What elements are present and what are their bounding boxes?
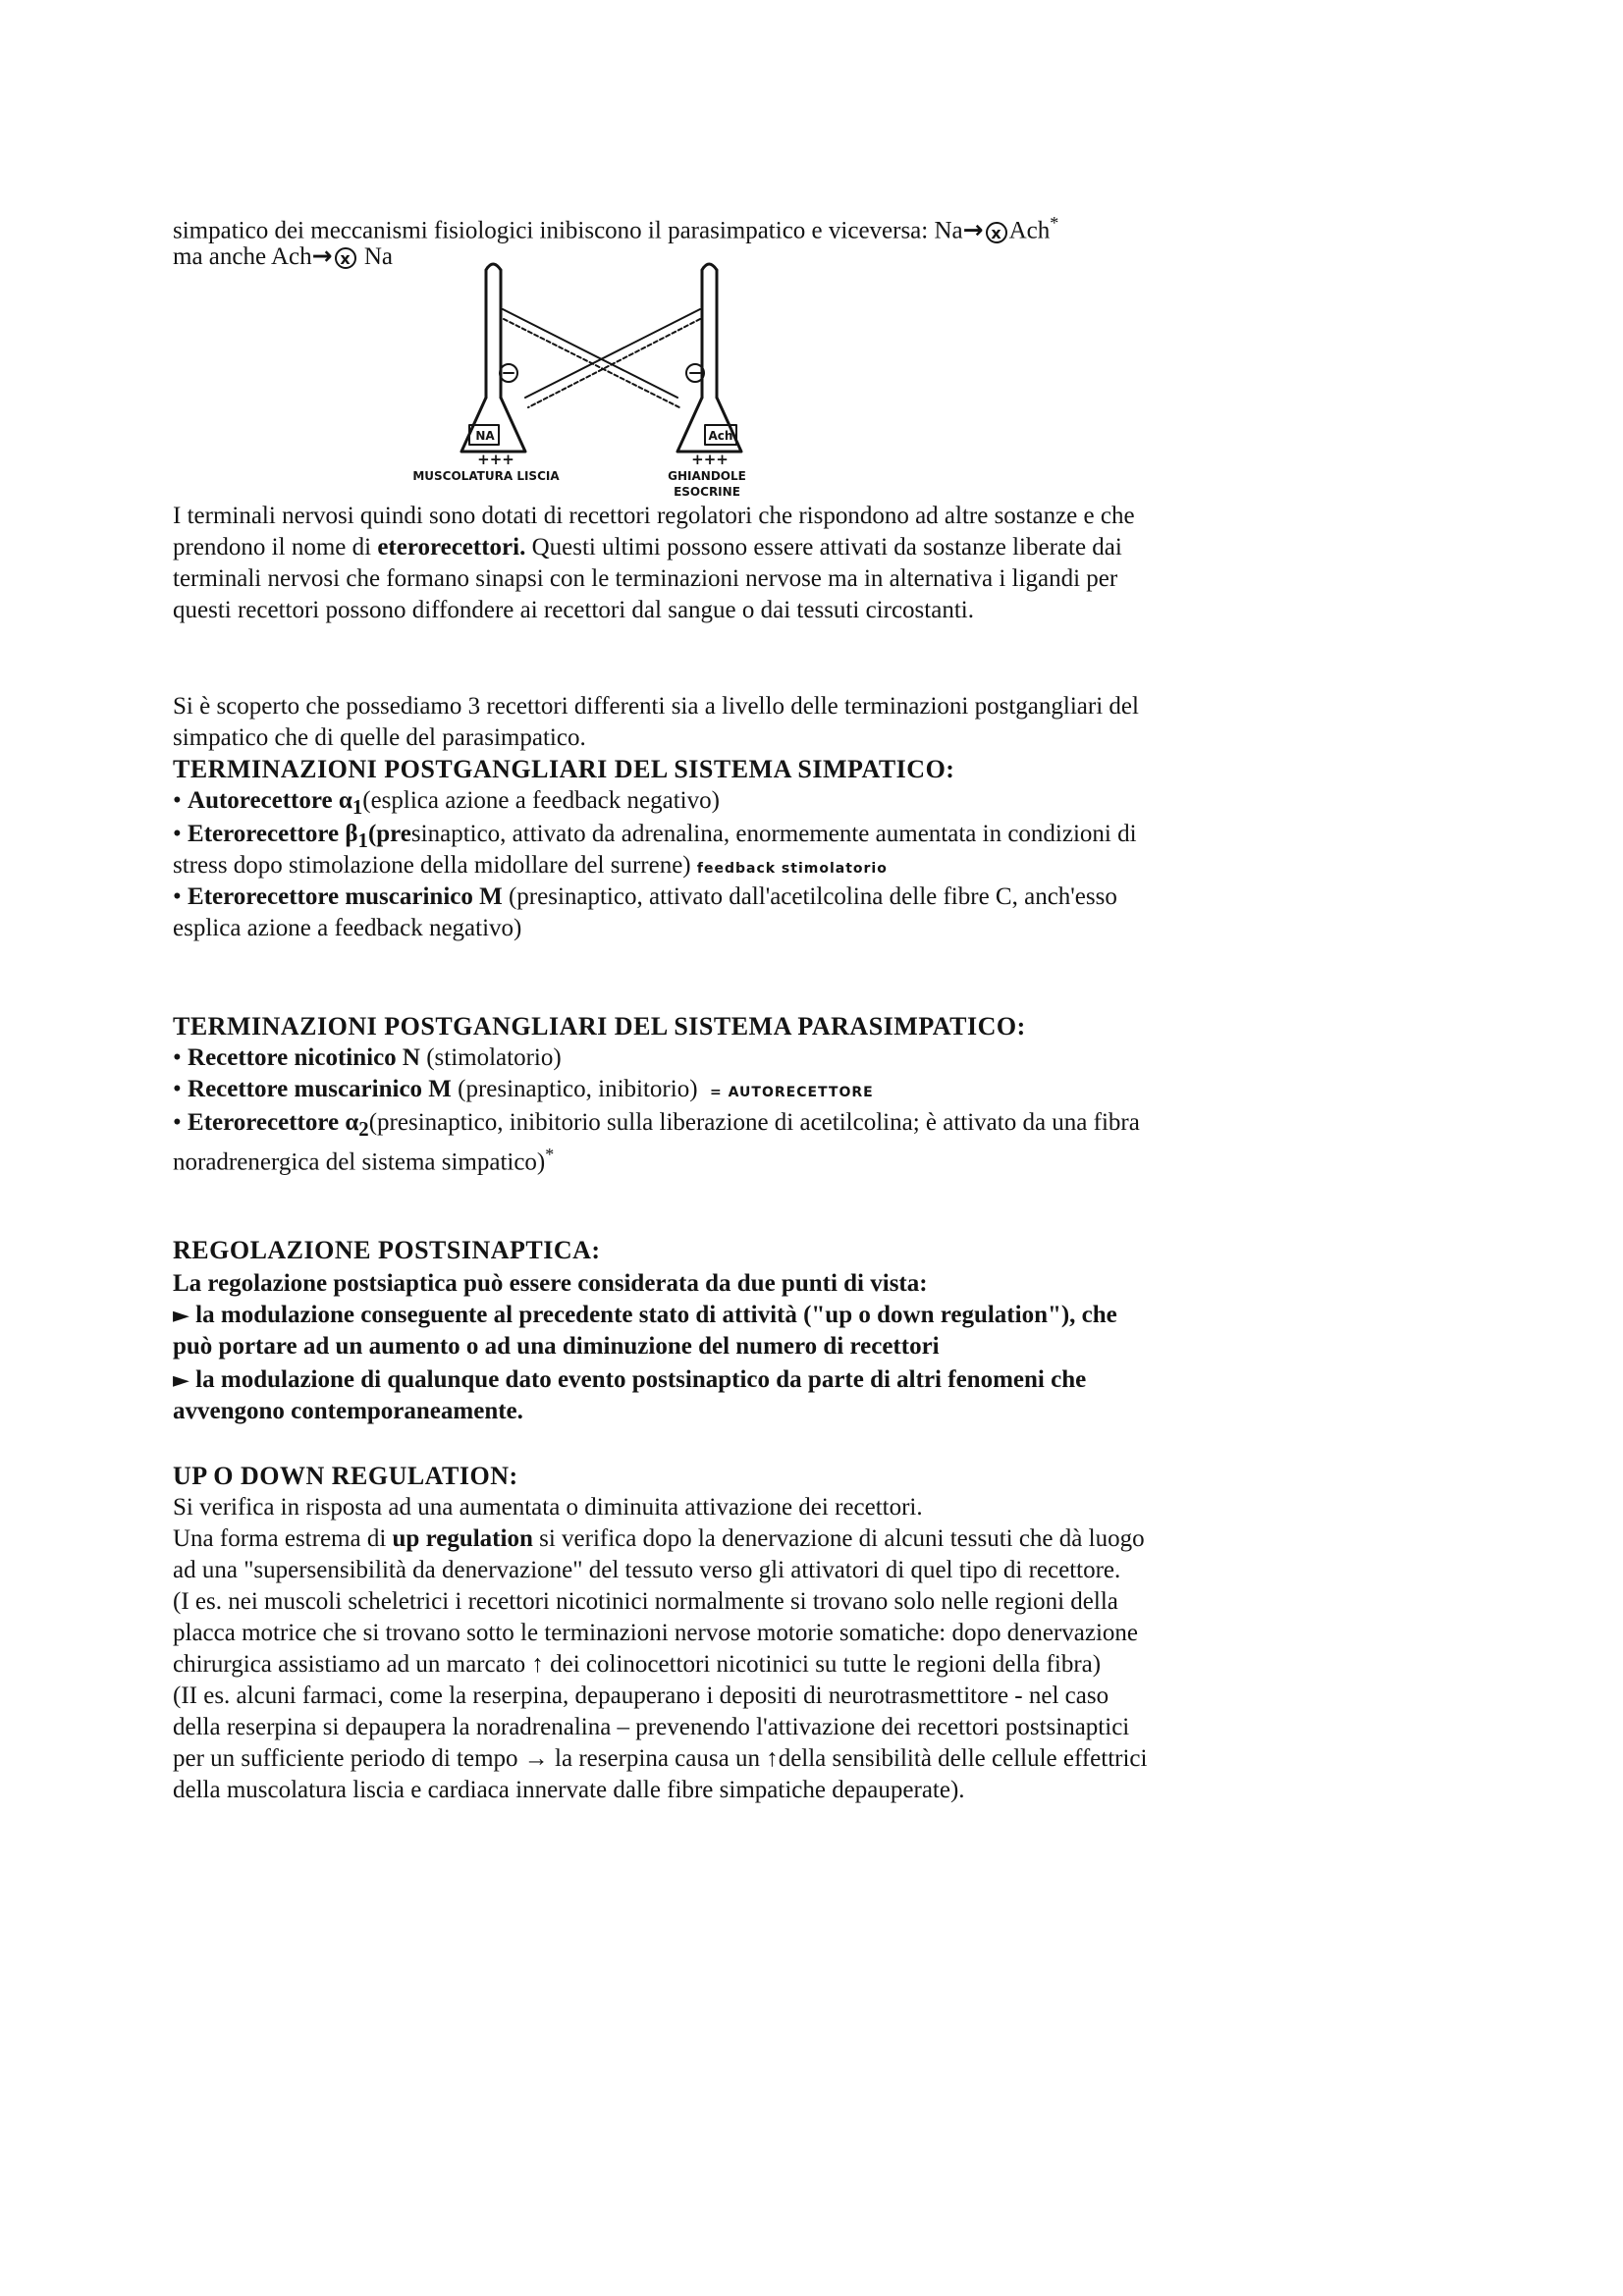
- symp-bullet-3-line-2: esplica azione a feedback negativo): [173, 915, 522, 941]
- bullet: •: [173, 787, 182, 814]
- fiber-right-to-left-2: [528, 319, 700, 407]
- bullet: •: [173, 821, 182, 847]
- updown-line-8: della reserpina si depaupera la noradrenalina – prevenendo l'attivazione dei recettori postsinaptici: [173, 1714, 1130, 1740]
- left-target-label: MUSCOLATURA LISCIA: [412, 469, 560, 483]
- inhibit-symbol-icon: x: [335, 247, 356, 269]
- right-plus-signs: +++: [691, 451, 729, 468]
- left-axon: [486, 264, 501, 398]
- parasymp-b1-rest: (stimolatorio): [419, 1044, 562, 1071]
- symp-b2-rest: sinaptico, attivato da adrenalina, enormemente aumentata in condizioni di: [410, 821, 1137, 847]
- para1-text-2: Questi ultimi possono essere attivati da sostanze liberate dai: [525, 534, 1122, 561]
- bullet: •: [173, 883, 182, 910]
- parasymp-bullet-2: [173, 1074, 874, 1108]
- parasymp-b2-bold: Recettore muscarinico M: [188, 1076, 452, 1102]
- para2-line-1: Si è scoperto che possediamo 3 recettori differenti sia a livello delle terminazioni postgangliari del: [173, 693, 1139, 720]
- post-b1-text: la modulazione conseguente al precedente stato di attività ("up o down regulation"), che: [195, 1302, 1117, 1328]
- bullet: •: [173, 1076, 182, 1102]
- updown-line-10: della muscolatura liscia e cardiaca innervate dalle fibre simpatiche depauperate).: [173, 1777, 965, 1803]
- symp-b1-bold: Autorecettore α: [188, 787, 352, 814]
- post-heading: REGOLAZIONE POSTSINAPTICA:: [173, 1236, 601, 1264]
- right-cell-label: Ach: [708, 429, 733, 443]
- post-b2-text: la modulazione di qualunque dato evento postsinaptico da parte di altri fenomeni che: [195, 1366, 1087, 1393]
- para1-line-3: terminali nervosi che formano sinapsi con le terminazioni nervose ma in alternativa i ligandi per: [173, 565, 1118, 592]
- symp-b2-sub: 1: [357, 828, 368, 852]
- symp-b3-rest: (presinaptico, attivato dall'acetilcolina delle fibre C, anch'esso: [502, 883, 1117, 910]
- para1-text: prendono il nome di: [173, 534, 378, 561]
- arrow-icon: →: [962, 215, 984, 244]
- updown-line-7: (II es. alcuni farmaci, come la reserpina, depauperano i depositi di neurotrasmettitore - nel caso: [173, 1682, 1109, 1709]
- symp-b2-line2: stress dopo stimolazione della midollare del surrene): [173, 852, 691, 879]
- updown-bold: up regulation: [392, 1525, 533, 1552]
- symp-heading: TERMINAZIONI POSTGANGLIARI DEL SISTEMA SIMPATICO:: [173, 755, 955, 783]
- parasymp-heading: TERMINAZIONI POSTGANGLIARI DEL SISTEMA PARASIMPATICO:: [173, 1012, 1026, 1041]
- post-line-1: La regolazione postsiaptica può essere considerata da due punti di vista:: [173, 1270, 928, 1297]
- para2-line-2: simpatico che di quelle del parasimpatico.: [173, 724, 586, 751]
- post-bullet-2-line-2: avvengono contemporaneamente.: [173, 1398, 523, 1424]
- post-bullet-2: [173, 1364, 1086, 1397]
- post-bullet-1-line-2: può portare ad un aumento o ad una diminuzione del numero di recettori: [173, 1333, 940, 1360]
- updown-text-2: si verifica dopo la denervazione di alcuni tessuti che dà luogo: [532, 1525, 1145, 1552]
- parasymp-bullet-3-line-2: [173, 1139, 554, 1178]
- asterisk: *: [545, 1145, 555, 1164]
- parasymp-b3-bold: Eterorecettore α: [188, 1109, 359, 1136]
- intro-end: Ach: [1008, 217, 1051, 244]
- handwritten-note: = AUTORECETTORE: [710, 1085, 874, 1100]
- right-target-label: GHIANDOLE ESOCRINE: [668, 469, 746, 499]
- triangle-bullet-icon: ►: [173, 1368, 189, 1393]
- asterisk: *: [1050, 213, 1059, 233]
- updown-line-5: placca motrice che si trovano sotto le terminazioni nervose motorie somatiche: dopo denervazione: [173, 1620, 1138, 1646]
- symp-b1-sub: 1: [352, 795, 363, 819]
- inhibit-symbol-icon: x: [986, 222, 1007, 243]
- updown-line-3: ad una "supersensibilità da denervazione" del tessuto verso gli attivatori di quel tipo di recettore.: [173, 1557, 1121, 1583]
- parasymp-b1-bold: Recettore nicotinico N: [188, 1044, 420, 1071]
- parasymp-b3-sub: 2: [358, 1117, 369, 1141]
- arrow-icon: →: [311, 241, 333, 270]
- bullet: •: [173, 1044, 182, 1071]
- right-axon: [702, 264, 717, 398]
- handwritten-note: feedback stimolatorio: [696, 861, 888, 877]
- parasymp-b3-line2: noradrenergica del sistema simpatico): [173, 1148, 546, 1176]
- para1-line-1: I terminali nervosi quindi sono dotati di recettori regolatori che rispondono ad altre sostanze e che: [173, 503, 1135, 529]
- updown-line-6: chirurgica assistiamo ad un marcato ↑ dei colinocettori nicotinici su tutte le regioni della fibra): [173, 1651, 1102, 1678]
- symp-bullet-2-line-2: [173, 850, 888, 884]
- symp-bullet-1: [173, 785, 720, 823]
- symp-b2-bold: Eterorecettore β: [188, 821, 358, 847]
- fiber-left-to-right: [503, 309, 677, 398]
- parasymp-bullet-1: [173, 1042, 562, 1074]
- para1-line-4: questi recettori possono diffondere ai recettori dal sangue o dai tessuti circostanti.: [173, 597, 974, 623]
- intro-line-2: [173, 240, 393, 273]
- intro-end-2: Na: [363, 243, 393, 270]
- updown-line-9: per un sufficiente periodo di tempo → la reserpina causa un ↑della sensibilità delle cellule effettrici: [173, 1745, 1148, 1772]
- updown-heading: UP O DOWN REGULATION:: [173, 1462, 518, 1490]
- neuron-diagram: [393, 250, 805, 499]
- updown-line-1: Si verifica in risposta ad una aumentata o diminuita attivazione dei recettori.: [173, 1494, 923, 1521]
- para1-line-2: [173, 532, 1122, 563]
- symp-b2-pre: (pre: [367, 821, 411, 847]
- updown-line-2: [173, 1523, 1145, 1555]
- symp-b1-rest: (esplica azione a feedback negativo): [362, 787, 720, 814]
- bullet: •: [173, 1109, 182, 1136]
- parasymp-b3-rest: (presinaptico, inibitorio sulla liberazione di acetilcolina; è attivato da una fibra: [368, 1109, 1140, 1136]
- fiber-right-to-left: [525, 309, 700, 398]
- updown-line-4: (I es. nei muscoli scheletrici i recettori nicotinici normalmente si trovano solo nelle regioni della: [173, 1588, 1118, 1615]
- post-bullet-1: [173, 1300, 1117, 1332]
- symp-bullet-3: [173, 881, 1117, 913]
- updown-text: Una forma estrema di: [173, 1525, 393, 1552]
- para1-bold: eterorecettori.: [377, 534, 526, 561]
- intro-text-2: ma anche Ach: [173, 243, 312, 270]
- left-plus-signs: +++: [477, 451, 514, 468]
- symp-b3-bold: Eterorecettore muscarinico M: [188, 883, 503, 910]
- intro-text: simpatico dei meccanismi fisiologici inibiscono il parasimpatico e viceversa: Na: [173, 217, 963, 244]
- parasymp-b2-rest: (presinaptico, inibitorio): [451, 1076, 698, 1102]
- triangle-bullet-icon: ►: [173, 1304, 189, 1328]
- left-cell-label: NA: [475, 429, 495, 443]
